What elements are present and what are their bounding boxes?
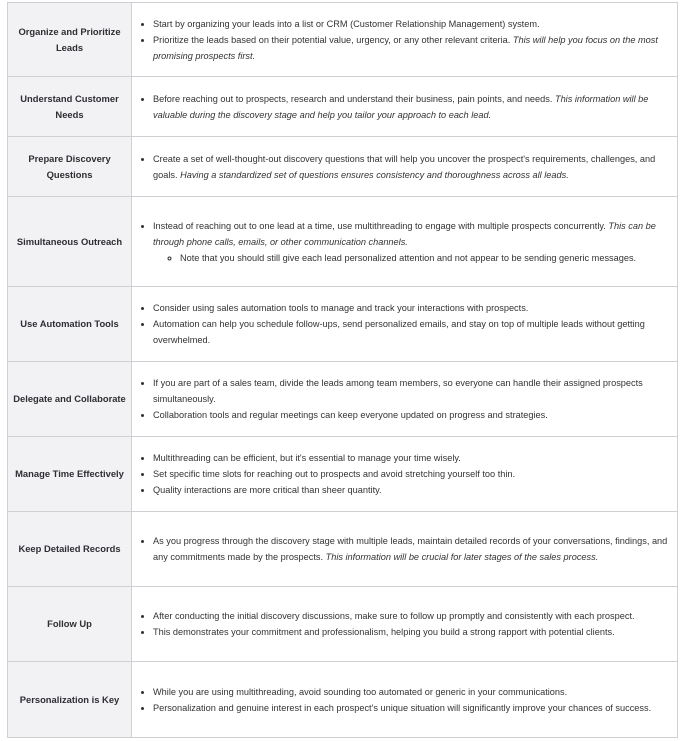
sub-list-item xyxy=(180,250,677,266)
row-label: Keep Detailed Records xyxy=(8,512,132,587)
list-item xyxy=(153,16,677,32)
row-label: Personalization is Key xyxy=(8,662,132,738)
item-text: Consider using sales automation tools to manage and track your interactions with prospects. xyxy=(153,303,529,313)
bullet-list xyxy=(132,151,677,183)
bullet-list xyxy=(132,91,677,123)
bullet-list xyxy=(132,608,677,640)
table-row xyxy=(8,437,678,512)
item-text: Note that you should still give each lead personalized attention and not appear to be sending generic messages. xyxy=(180,252,637,263)
item-text: Quality interactions are more critical than sheer quantity. xyxy=(153,485,382,495)
table-row xyxy=(8,512,678,587)
table-row xyxy=(8,137,678,197)
item-text: Automation can help you schedule follow-ups, send personalized emails, and stay on top of multiple leads without getting overwhelmed. xyxy=(153,319,645,345)
row-content xyxy=(132,512,678,587)
row-content xyxy=(132,437,678,512)
bullet-list xyxy=(132,684,677,716)
row-content xyxy=(132,587,678,662)
list-item xyxy=(153,684,677,700)
item-text: Create a set of well-thought-out discovery questions that will help you uncover the prospect's requirements, challenges, and goals. xyxy=(153,153,656,180)
bullet-list xyxy=(132,16,677,64)
bullet-list xyxy=(132,218,677,266)
table-row xyxy=(8,3,678,77)
list-item xyxy=(153,407,677,423)
item-emphasis: This can be through phone calls, emails, or other communication channels. xyxy=(153,220,656,247)
item-text: Instead of reaching out to one lead at a time, use multithreading to engage with multiple prospects concurrently. xyxy=(153,220,606,231)
list-item xyxy=(153,316,677,348)
list-item xyxy=(153,32,677,64)
table-row xyxy=(8,587,678,662)
row-label: Manage Time Effectively xyxy=(8,437,132,512)
item-text: After conducting the initial discovery discussions, make sure to follow up promptly and consistently with each prospect. xyxy=(153,611,635,621)
sub-bullet-list xyxy=(153,250,677,266)
item-emphasis: This information will be crucial for later stages of the sales process. xyxy=(323,552,599,562)
row-content xyxy=(132,662,678,738)
item-text: As you progress through the discovery stage with multiple leads, maintain detailed records of your conversations, findings, and any commitments made by the prospects. xyxy=(153,536,668,562)
row-label: Follow Up xyxy=(8,587,132,662)
item-text: If you are part of a sales team, divide the leads among team members, so everyone can handle their assigned prospects simultaneously. xyxy=(153,378,643,404)
list-item xyxy=(153,482,677,498)
row-label: Use Automation Tools xyxy=(8,287,132,362)
list-item xyxy=(153,218,677,266)
item-emphasis: Having a standardized set of questions ensures consistency and thoroughness across all leads. xyxy=(177,169,569,180)
item-text: Prioritize the leads based on their potential value, urgency, or any other relevant criteria. xyxy=(153,34,511,45)
list-item xyxy=(153,700,677,716)
list-item xyxy=(153,300,677,316)
item-emphasis: This will help you focus on the most promising prospects first. xyxy=(153,34,658,61)
item-text: Set specific time slots for reaching out to prospects and avoid stretching yourself too thin. xyxy=(153,469,516,479)
row-content xyxy=(132,197,678,287)
bullet-list xyxy=(132,300,677,348)
item-text: This demonstrates your commitment and professionalism, helping you build a strong rapport with potential clients. xyxy=(153,627,615,637)
item-text: Personalization and genuine interest in each prospect's unique situation will significantly improve your chances of success. xyxy=(153,702,652,713)
row-content xyxy=(132,77,678,137)
list-item xyxy=(153,533,677,565)
row-label: Simultaneous Outreach xyxy=(8,197,132,287)
item-text: While you are using multithreading, avoid sounding too automated or generic in your communications. xyxy=(153,686,568,697)
tips-table xyxy=(7,2,678,738)
row-label: Organize and Prioritize Leads xyxy=(8,3,132,77)
item-text: Collaboration tools and regular meetings can keep everyone updated on progress and strategies. xyxy=(153,410,548,420)
item-text: Start by organizing your leads into a list or CRM (Customer Relationship Management) system. xyxy=(153,18,540,29)
table-row xyxy=(8,77,678,137)
list-item xyxy=(153,624,677,640)
table-row xyxy=(8,287,678,362)
table-row xyxy=(8,362,678,437)
bullet-list xyxy=(132,533,677,565)
row-content xyxy=(132,287,678,362)
list-item xyxy=(153,608,677,624)
list-item xyxy=(153,91,677,123)
list-item xyxy=(153,466,677,482)
bullet-list xyxy=(132,450,677,498)
list-item xyxy=(153,375,677,407)
table-row xyxy=(8,662,678,738)
row-label: Delegate and Collaborate xyxy=(8,362,132,437)
bullet-list xyxy=(132,375,677,423)
item-emphasis: This information will be valuable during the discovery stage and help you tailor your approach to each lead. xyxy=(153,93,649,120)
list-item xyxy=(153,151,677,183)
item-text: Before reaching out to prospects, research and understand their business, pain points, and needs. xyxy=(153,93,553,104)
row-label: Prepare Discovery Questions xyxy=(8,137,132,197)
row-label: Understand Customer Needs xyxy=(8,77,132,137)
row-content xyxy=(132,3,678,77)
row-content xyxy=(132,362,678,437)
item-text: Multithreading can be efficient, but it's essential to manage your time wisely. xyxy=(153,453,461,463)
list-item xyxy=(153,450,677,466)
table-row xyxy=(8,197,678,287)
row-content xyxy=(132,137,678,197)
